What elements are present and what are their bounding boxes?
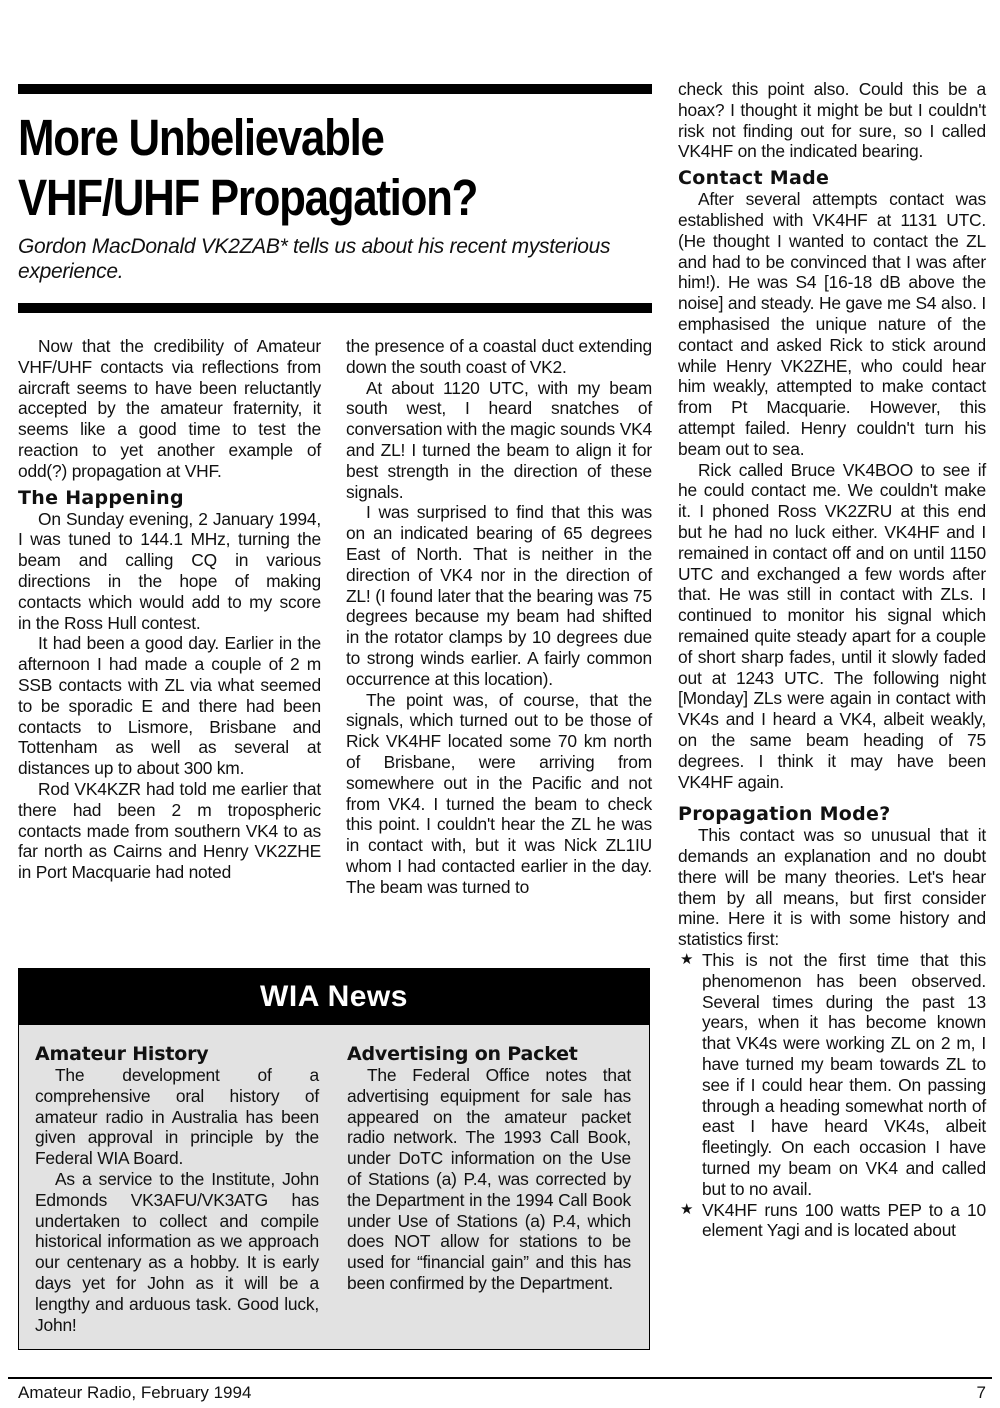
article-subtitle: Gordon MacDonald VK2ZAB* tells us about his recent mysterious experience.	[18, 235, 611, 283]
star-bullet-icon: ★	[680, 951, 694, 969]
wia-news-box	[18, 968, 650, 1350]
article-column-1	[18, 336, 321, 883]
article-column-3	[678, 79, 986, 1241]
col2-paragraph: At about 1120 UTC, with my beam south west, I heard snatches of conversation with the magic sounds VK4 and ZL! I turned the beam to align it for best strength in the direction of these signals.	[346, 377, 652, 502]
section-heading-propagation-mode: Propagation Mode?	[678, 803, 891, 826]
bullet-list	[678, 950, 986, 1241]
col1-paragraph: It had been a good day. Earlier in the afternoon I had made a couple of 2 m SSB contacts with ZL via what seemed to be sporadic E and there had been contacts to Lismore, Brisbane and Tottenham as well as several at distances up to about 300 km.	[18, 633, 321, 779]
col3-paragraph: Rick called Bruce VK4BOO to see if he could contact me. We couldn't make it. I phoned Ross VK2ZRU at this end but he had no luck either. VK4HF and I remained in contact off and on until 1150 UTC and exchanged a few words after that. He was still in contact with ZLs. I continued to monitor his signal which remained quite steady apart for a couple of short sharp fades, until it slowly faded out at 1243 UTC. The following night [Monday] ZLs were again in contact with VK4s and I heard a VK4, albeit weakly, on the same beam heading of 75 degrees. I think it may have been VK4HF again.	[678, 459, 986, 792]
col2-paragraph: the presence of a coastal duct extending down the south coast of VK2.	[346, 336, 652, 377]
col3-paragraph: After several attempts contact was established with VK4HF at 1131 UTC. (He thought I wanted to contact the ZL and had to be convinced that I was after him!). He was S4 [16-18 dB above the noise] and steady. He gave me S4 also. I emphasised the unique nature of the contact and asked Rick to stick around while Henry VK2ZHE, who could hear him weakly, attempted to make contact from Pt Macquarie. However, this attempt failed. Henry couldn't turn his beam out to sea.	[678, 189, 986, 459]
page-number: 7	[976, 1383, 986, 1402]
section-heading-contact-made: Contact Made	[678, 167, 830, 190]
col1-paragraph: On Sunday evening, 2 January 1994, I was tuned to 144.1 MHz, turning the beam and calling CQ in various directions in the hope of making contacts which would add to my score in the Ross Hull contest.	[18, 508, 321, 633]
star-bullet-icon: ★	[680, 1200, 694, 1218]
news-column-packet	[347, 1043, 631, 1294]
news-paragraph: The Federal Office notes that advertising equipment for sale has appeared on the amateur packet radio network. The 1993 Call Book, under DoTC information on the Use of Stations (a) P.4, was corrected by the Department in the 1994 Call Book under Use of Stations (a) P.4, which does NOT allow for stations to be used for “financial gain” and this has been confirmed by the Department.	[347, 1065, 631, 1293]
col2-paragraph: I was surprised to find that this was on an indicated bearing of 65 degrees East of North. That is neither in the direction of VK4 nor in the direction of ZL! (I found later that the bearing was 75 degrees because my beam had shifted in the rotator clamps by 10 degrees due to strong winds earlier. A fairly common occurrence at this location).	[346, 502, 652, 689]
news-heading-amateur-history: Amateur History	[35, 1043, 209, 1065]
news-paragraph: The development of a comprehensive oral history of amateur radio in Australia has been given approval in principle by the Federal WIA Board.	[35, 1065, 319, 1169]
news-paragraph: As a service to the Institute, John Edmonds VK3AFU/VK3ATG has undertaken to collect and compile historical information as we approach our centenary as a hobby. It is early days yet for John as it will be a lengthy and arduous task. Good luck, John!	[35, 1168, 319, 1335]
bullet-text: This is not the first time that this phenomenon has been observed. Several times during the past 13 years, when it has become known that VK4s were working ZL on 2 m, I have turned my beam towards ZL to see if I could hear them. On passing through a heading somewhat north of east I have heard VK4s, albeit fleetingly. On each occasion I have turned my beam on VK4 and called but to no avail.	[702, 950, 986, 1199]
section-heading-happening: The Happening	[18, 486, 184, 509]
col1-paragraph: Now that the credibility of Amateur VHF/UHF contacts via reflections from aircraft seems to have been reluctantly accepted by the amateur fraternity, it seems like a good time to test the reaction to yet another example of odd(?) propagation at VHF.	[18, 336, 321, 481]
col2-paragraph: The point was, of course, that the signals, which turned out to be those of Rick VK4HF located some 70 km north of Brisbane, were arriving from somewhere out in the Pacific and not from VK4. I turned the beam to check this point. I couldn't hear the ZL he was in contact with, but it was Nick ZL1IU whom I had contacted earlier in the day. The beam was turned to	[346, 689, 652, 897]
col3-paragraph: check this point also. Could this be a hoax? I thought it might be but I couldn't risk not finding out for sure, so I called VK4HF on the indicated bearing.	[678, 79, 986, 162]
footer-publication: Amateur Radio, February 1994	[18, 1383, 252, 1402]
col1-paragraph: Rod VK4KZR had told me earlier that there had been 2 m tropospheric contacts made from southern VK4 to as far north as Cairns and Henry VK2ZHE in Port Macquarie had noted	[18, 778, 321, 883]
list-item	[678, 1200, 986, 1242]
article-title: More Unbelievable VHF/UHF Propagation?	[18, 109, 478, 226]
col3-paragraph: This contact was so unusual that it demands an explanation and no doubt there will be many theories. Let's hear them by all means, but first consider mine. Here it is with some history and statistics first:	[678, 825, 986, 950]
wia-news-banner: WIA News	[19, 969, 649, 1025]
article-column-2	[346, 336, 652, 898]
top-rule	[18, 84, 652, 94]
news-column-history	[35, 1043, 319, 1335]
news-heading-advertising-on-packet: Advertising on Packet	[347, 1043, 578, 1065]
list-item	[678, 950, 986, 1200]
header-bottom-rule	[18, 303, 652, 313]
bullet-text: VK4HF runs 100 watts PEP to a 10 element Yagi and is located about	[702, 1199, 986, 1241]
footer-rule	[8, 1377, 992, 1379]
